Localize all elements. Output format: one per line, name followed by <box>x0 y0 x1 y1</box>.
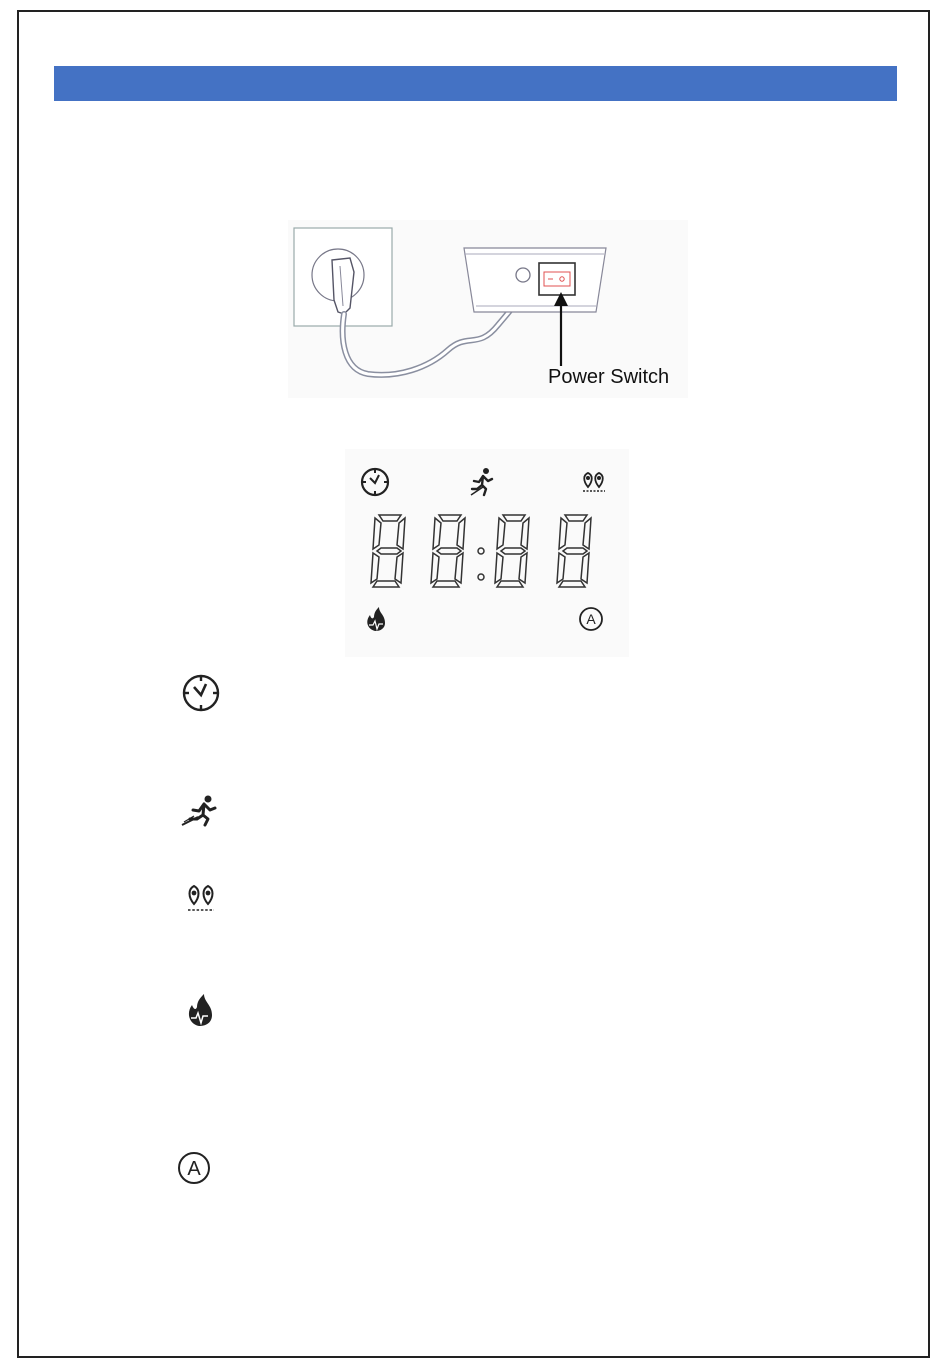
page-border <box>17 10 930 1358</box>
power-switch-figure <box>288 220 688 398</box>
treadmill-frame <box>464 248 606 312</box>
legend-clock-icon <box>170 670 230 720</box>
section-header-bar <box>54 66 897 101</box>
legend-auto-mode-icon <box>170 1148 230 1198</box>
console-display-panel <box>345 449 629 657</box>
svg-text:A: A <box>586 611 596 627</box>
legend-distance-icon <box>170 880 230 930</box>
power-switch-label: Power Switch <box>548 366 670 388</box>
clock-icon <box>362 469 388 495</box>
svg-text:A: A <box>187 1158 201 1180</box>
legend-runner-icon <box>170 790 230 840</box>
legend-calories-icon <box>170 990 230 1040</box>
